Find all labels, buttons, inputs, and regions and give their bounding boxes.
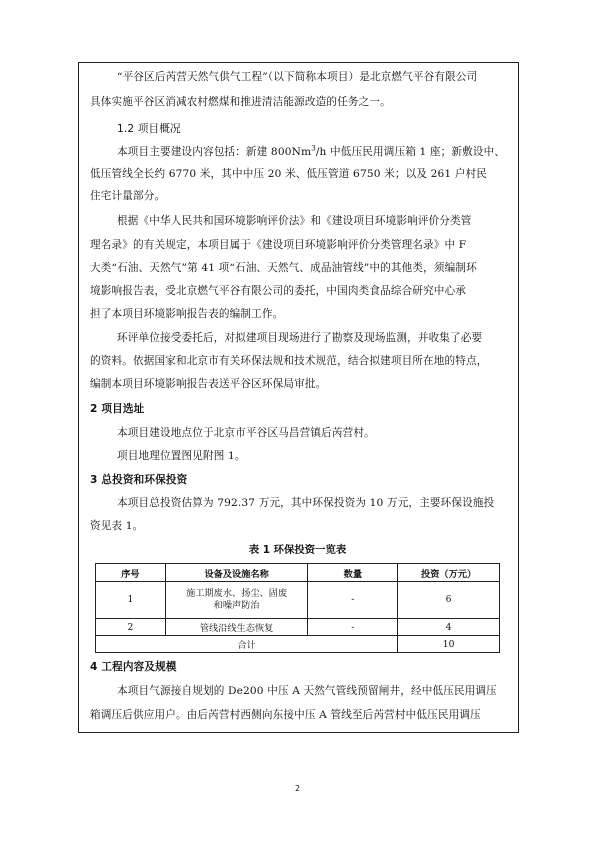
paragraph-line: 项目地理位置图见附图 1。 xyxy=(117,450,246,462)
paragraph-line: 根据《中华人民共和国环境影响评价法》和《建设项目环境影响评价分类管 xyxy=(117,215,472,227)
header-facility: 设备及设施名称 xyxy=(165,564,308,582)
paragraph-line: 的资料。依据国家和北京市有关环保法规和技术规范，结合拟建项目所在地的特点， xyxy=(90,355,488,367)
paragraph-line: 担了本项目环境影响报告表的编制工作。 xyxy=(90,308,284,320)
cell-invest: 4 xyxy=(398,619,500,636)
paragraph-line: 本项目总投资估算为 792.37 万元，其中环保投资为 10 万元，主要环保设施投 xyxy=(117,497,495,509)
header-invest: 投资（万元） xyxy=(398,564,500,582)
cell-qty: - xyxy=(308,619,398,636)
cell-invest: 6 xyxy=(398,582,500,619)
table-total-row xyxy=(96,636,500,653)
paragraph-line: 大类“石油、天然气”第 41 项“石油、天然气、成品油管线”中的其他类，须编制环 xyxy=(90,262,477,274)
table-header-row xyxy=(96,564,500,582)
cell-qty: - xyxy=(308,582,398,619)
header-no: 序号 xyxy=(96,564,166,582)
table-caption: 表 1 环保投资一览表 xyxy=(248,544,347,556)
paragraph-line: 资见表 1。 xyxy=(90,520,144,532)
section-heading-3: 3 总投资和环保投资 xyxy=(90,474,188,486)
cell-no: 1 xyxy=(96,582,166,619)
paragraph-line: 理名录》的有关规定，本项目属于《建设项目环境影响评价分类管理名录》中 F xyxy=(90,239,467,251)
paragraph-line: 本项目主要建设内容包括：新建 800Nm$^3$/h 中低压民用调压箱 1 座；新敷设中、 xyxy=(117,144,506,158)
total-value: 10 xyxy=(398,636,500,653)
page-number: 2 xyxy=(294,784,301,793)
paragraph-line: 具体实施平谷区消减农村燃煤和推进清洁能源改造的任务之一。 xyxy=(90,96,391,108)
paragraph-line: “平谷区后芮营天然气供气工程”（以下简称本项目）是北京燃气平谷有限公司 xyxy=(117,71,478,83)
paragraph-line: 环评单位接受委托后，对拟建项目现场进行了勘察及现场监测，并收集了必要 xyxy=(117,332,483,344)
paragraph-line: 编制本项目环境影响报告表送平谷区环保局审批。 xyxy=(90,378,327,390)
section-heading-2: 2 项目选址 xyxy=(90,403,145,415)
paragraph-line: 境影响报告表，受北京燃气平谷有限公司的委托，中国肉类食品综合研究中心承 xyxy=(90,285,467,297)
paragraph-line: 本项目气源接自规划的 De200 中压 A 天然气管线预留闸井，经中低压民用调压 xyxy=(117,685,497,697)
total-label: 合计 xyxy=(96,636,398,653)
section-heading-4: 4 工程内容及规模 xyxy=(90,661,177,673)
investment-table xyxy=(95,563,500,653)
cell-no: 2 xyxy=(96,619,166,636)
paragraph-line: 本项目建设地点位于北京市平谷区马昌营镇后芮营村。 xyxy=(117,427,375,439)
table-row xyxy=(96,619,500,636)
header-qty: 数量 xyxy=(308,564,398,582)
paragraph-line: 住宅计量部分。 xyxy=(90,190,166,202)
cell-facility: 施工期废水、扬尘、固废 和噪声防治 xyxy=(165,582,308,619)
paragraph-line: 箱调压后供应用户。由后芮营村西侧向东接中压 A 管线至后芮营村中低压民用调压 xyxy=(90,709,481,721)
paragraph-line: 低压管线全长约 6770 米，其中中压 20 米、低压管道 6750 米；以及 261 户村民 xyxy=(90,168,488,180)
cell-facility: 管线沿线生态恢复 xyxy=(165,619,308,636)
table-row xyxy=(96,582,500,619)
section-heading-1-2: 1.2 项目概况 xyxy=(117,123,181,135)
